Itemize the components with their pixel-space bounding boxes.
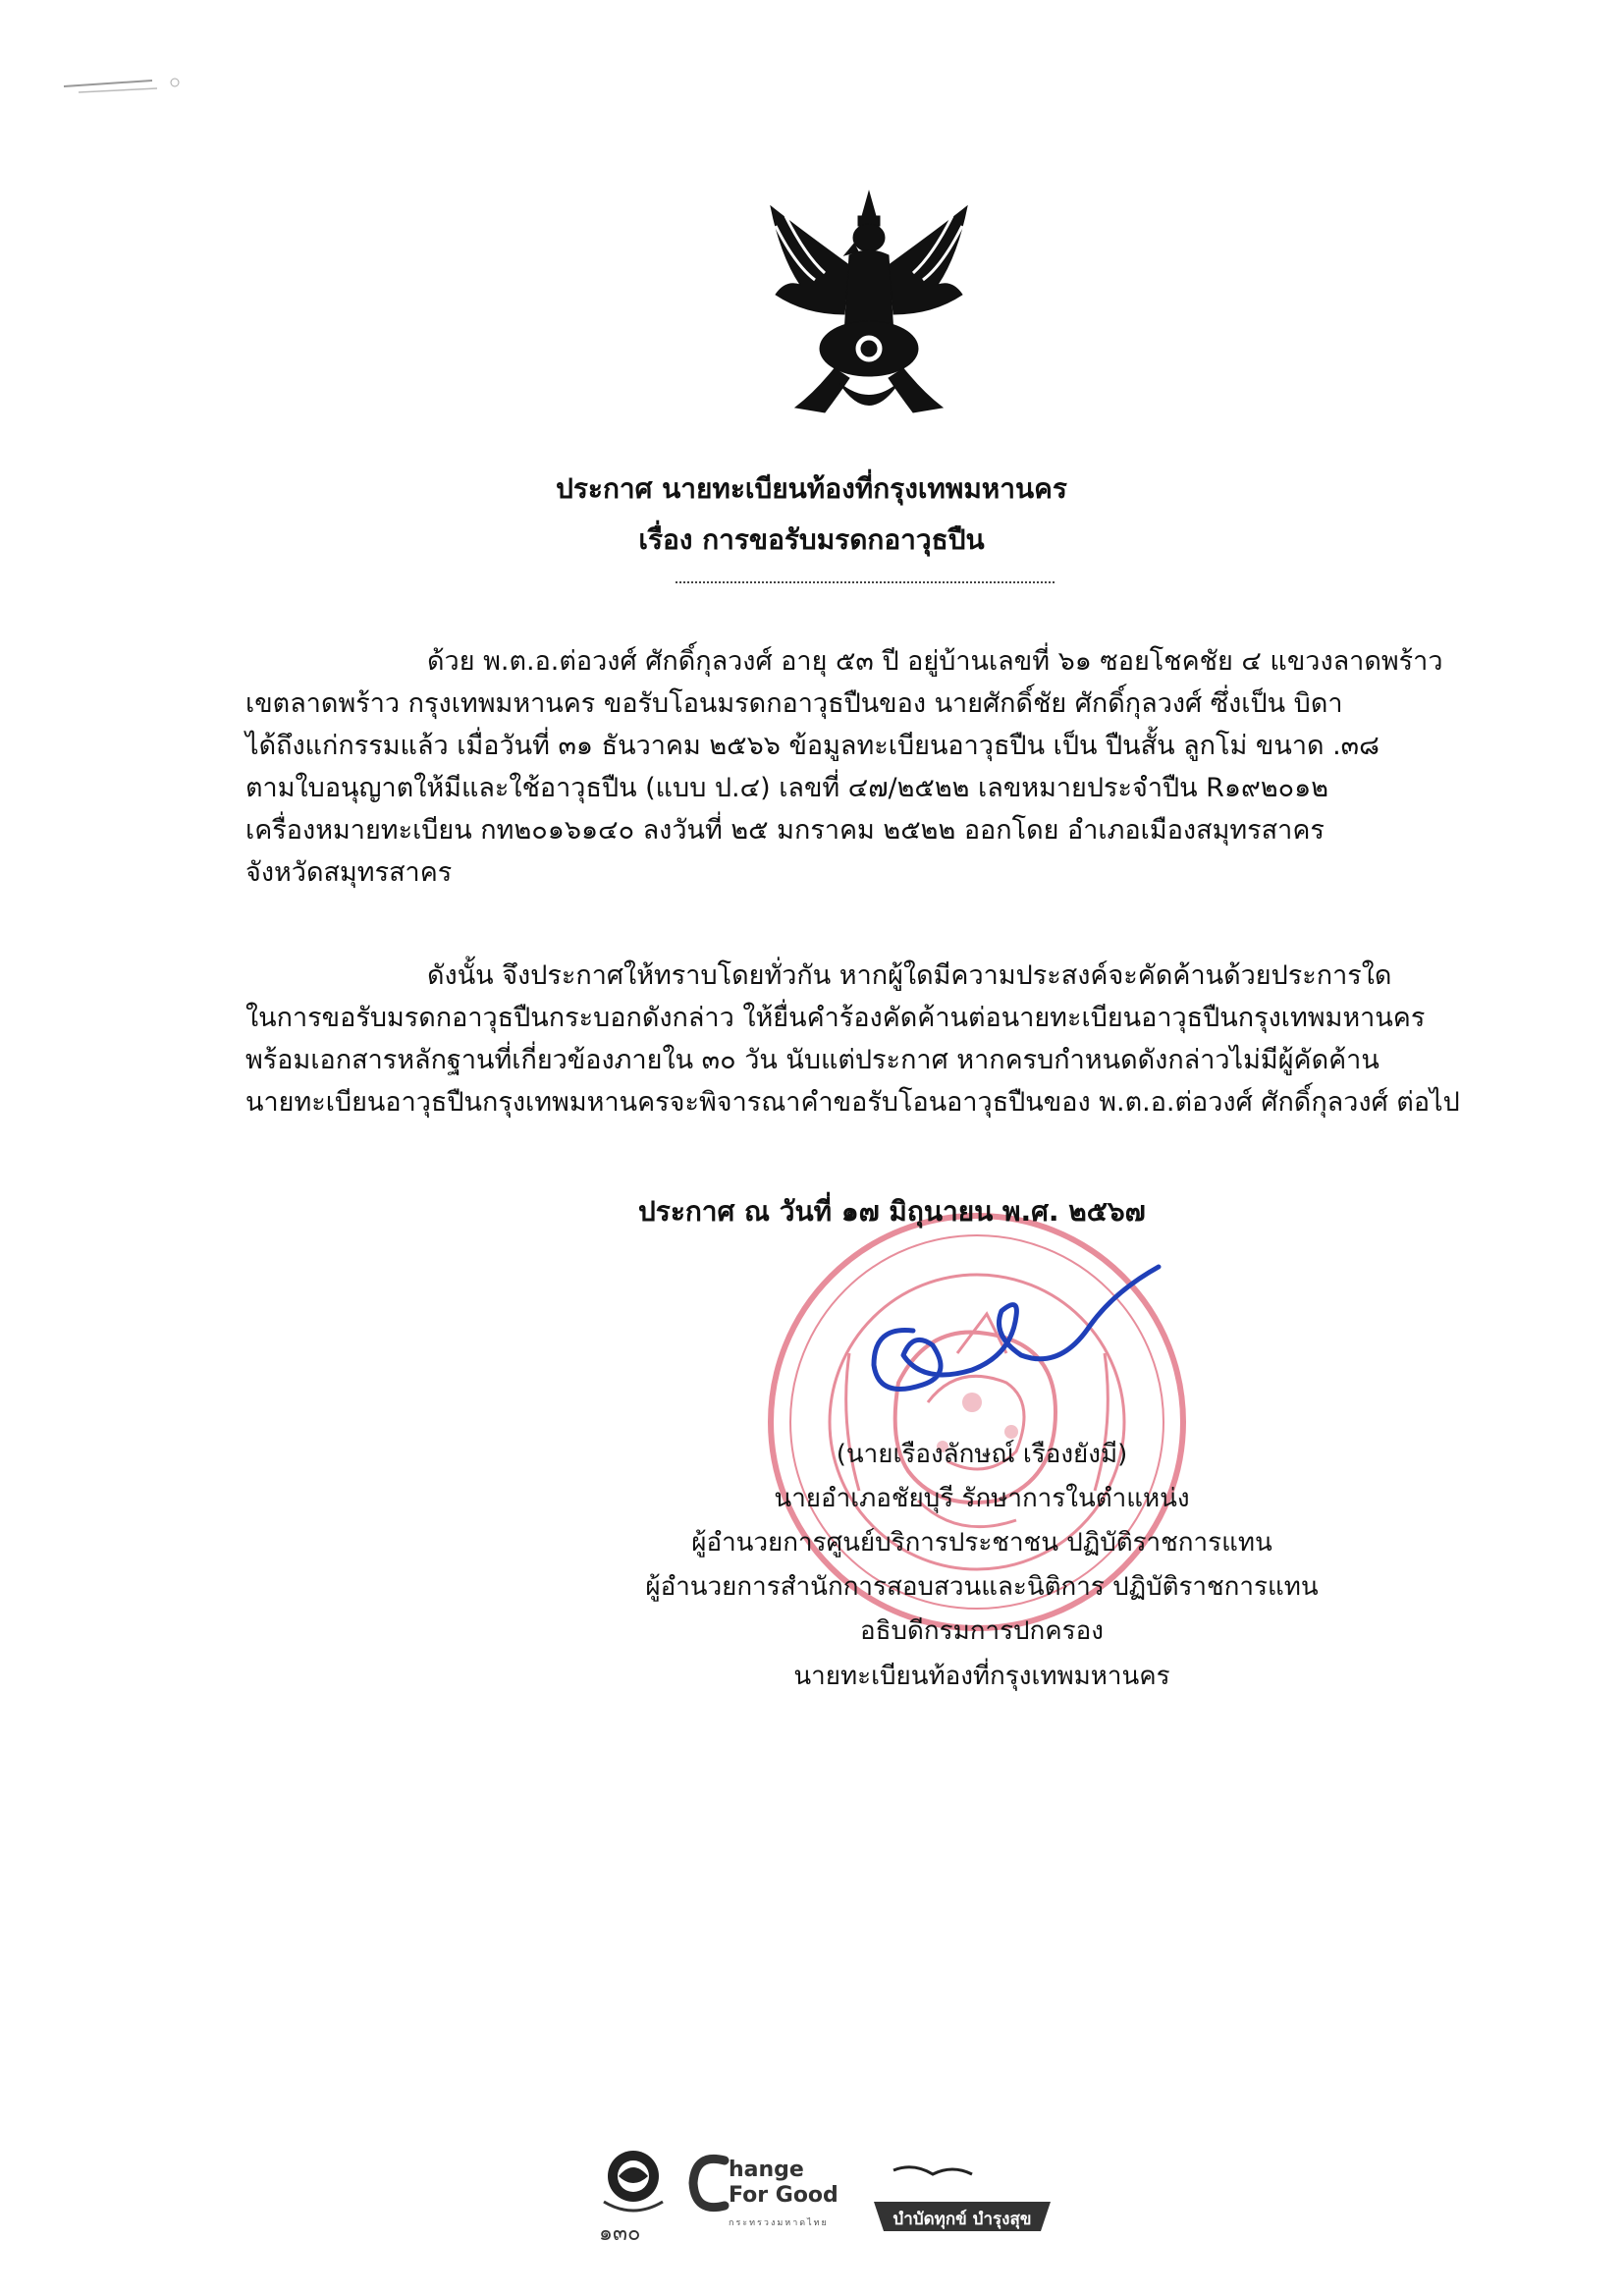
garuda-emblem-icon <box>756 187 982 422</box>
paragraph-line: พร้อมเอกสารหลักฐานที่เกี่ยวข้องภายใน ๓๐ วัน นับแต่ประกาศ หากครบกำหนดดังกล่าวไม่มีผู้คัดค้าน <box>245 1045 1380 1075</box>
anniversary-number: ๑๓๐ <box>599 2221 641 2246</box>
signatory-position: นายทะเบียนท้องที่กรุงเทพมหานคร <box>793 1662 1170 1691</box>
change-text: hange <box>729 2158 804 2182</box>
paragraph-line: ในการขอรับมรดกอาวุธปืนกระบอกดังกล่าว ให้ยื่นคำร้องคัดค้านต่อนายทะเบียนอาวุธปืนกรุงเทพมหานคร <box>245 1003 1426 1033</box>
handwritten-signature <box>844 1237 1178 1414</box>
motto-text: บำบัดทุกข์ บำรุงสุข <box>893 2210 1032 2229</box>
anniversary-logo <box>589 2141 677 2249</box>
change-for-good-logo <box>687 2151 854 2239</box>
paragraph-line: เครื่องหมายทะเบียน กท๒๐๑๖๑๔๐ ลงวันที่ ๒๕ มกราคม ๒๕๒๒ ออกโดย อำเภอเมืองสมุทรสาคร <box>245 815 1325 846</box>
for-good-text: For Good <box>729 2183 839 2208</box>
corner-pencil-mark <box>59 69 187 98</box>
signatory-position: นายอำเภอชัยบุรี รักษาการในตำแหน่ง <box>774 1484 1190 1513</box>
paragraph-line: ด้วย พ.ต.อ.ต่อวงศ์ ศักดิ์กุลวงศ์ อายุ ๕๓ ปี อยู่บ้านเลขที่ ๖๑ ซอยโชคชัย ๔ แขวงลาดพร้าว <box>427 646 1443 677</box>
paragraph-line: เขตลาดพร้าว กรุงเทพมหานคร ขอรับโอนมรดกอาวุธปืนของ นายศักดิ์ชัย ศักดิ์กุลวงศ์ ซึ่งเป็น บิดา <box>245 688 1343 719</box>
c-letter-icon <box>687 2151 730 2215</box>
document-title: ประกาศ นายทะเบียนท้องที่กรุงเทพมหานคร <box>556 472 1067 505</box>
announcement-date: ประกาศ ณ วันที่ ๑๗ มิถุนายน พ.ศ. ๒๕๖๗ <box>638 1195 1146 1228</box>
paragraph-line: ได้ถึงแก่กรรมแล้ว เมื่อวันที่ ๓๑ ธันวาคม ๒๕๖๖ ข้อมูลทะเบียนอาวุธปืน เป็น ปืนสั้น ลูกโม่ ขนาด .๓๘ <box>245 731 1380 761</box>
footer-logos <box>589 2141 1100 2249</box>
emblem-icon <box>589 2141 677 2219</box>
paragraph-line: จังหวัดสมุทรสาคร <box>245 857 453 888</box>
signatory-position: ผู้อำนวยการสำนักการสอบสวนและนิติการ ปฏิบัติราชการแทน <box>645 1572 1319 1602</box>
dotted-divider <box>676 581 1055 583</box>
paragraph-line: ดังนั้น จึงประกาศให้ทราบโดยทั่วกัน หากผู้ใดมีความประสงค์จะคัดค้านด้วยประการใด <box>427 960 1392 991</box>
signatory-name: (นายเรืองลักษณ์ เรืองยังมี) <box>836 1440 1128 1469</box>
paragraph-request-details <box>245 640 1527 894</box>
signatory-position: อธิบดีกรมการปกครอง <box>860 1616 1104 1646</box>
document-subject: เรื่อง การขอรับมรดกอาวุธปืน <box>638 523 985 556</box>
motto-logo <box>864 2160 1060 2239</box>
ministry-text: กระทรวงมหาดไทย <box>729 2218 829 2228</box>
paragraph-line: ตามใบอนุญาตให้มีและใช้อาวุธปืน (แบบ ป.๔) เลขที่ ๔๗/๒๕๒๒ เลขหมายประจำปืน R๑๙๒๐๑๒ <box>245 773 1329 803</box>
signatory-position: ผู้อำนวยการศูนย์บริการประชาชน ปฏิบัติราชการแทน <box>691 1528 1272 1558</box>
paragraph-line: นายทะเบียนอาวุธปืนกรุงเทพมหานครจะพิจารณาคำขอรับโอนอาวุธปืนของ พ.ต.อ.ต่อวงศ์ ศักดิ์กุลวงศ์ ต่อไป <box>245 1087 1460 1118</box>
paragraph-objection-notice <box>245 955 1527 1123</box>
